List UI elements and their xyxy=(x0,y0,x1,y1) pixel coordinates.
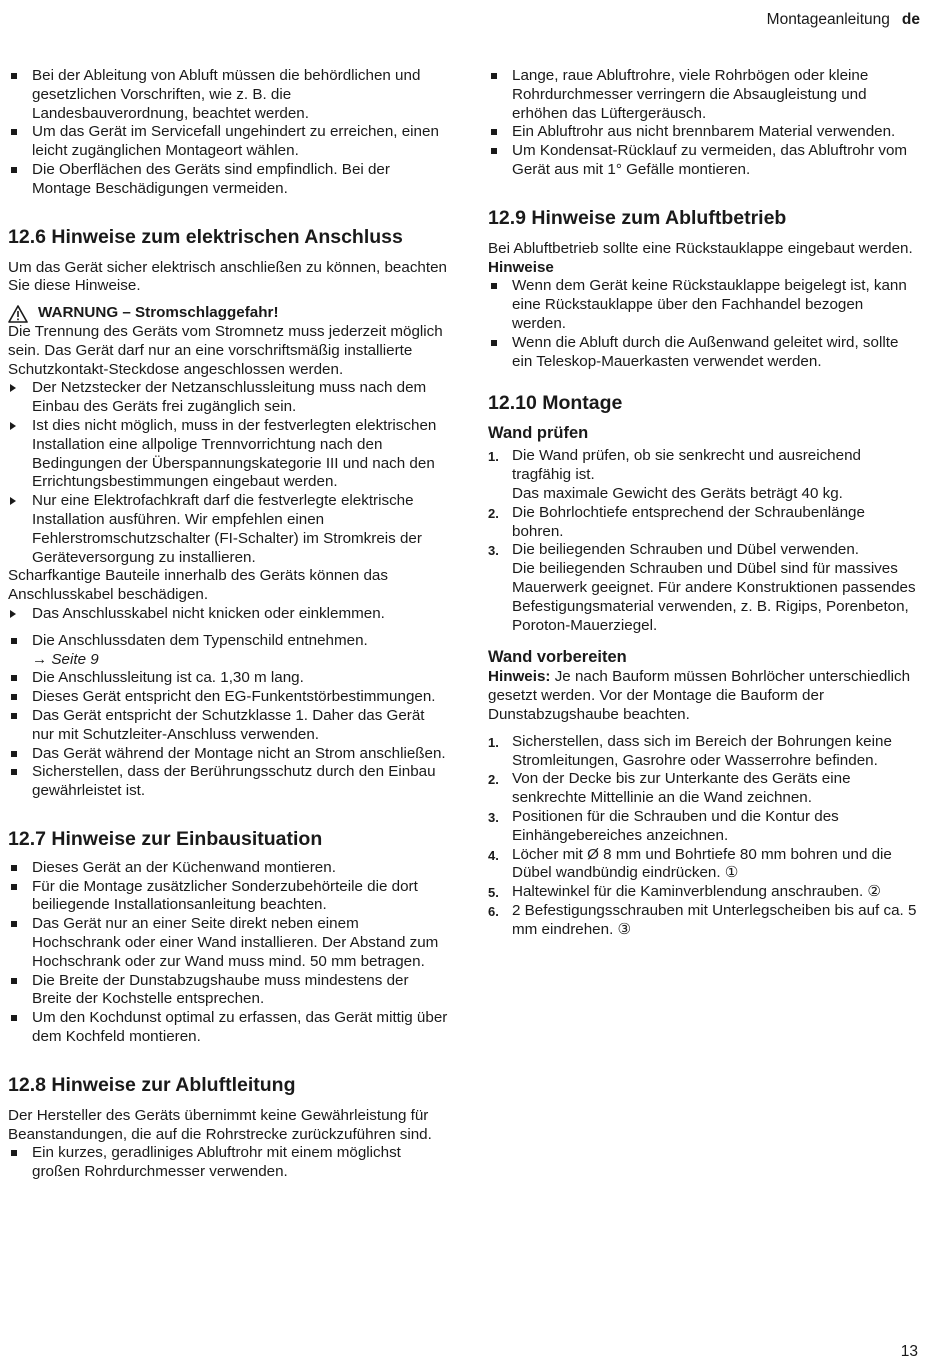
intro-bullet-list xyxy=(8,67,448,199)
step-text: Die Wand prüfen, ob sie senkrecht und ausreichend tragfähig ist. xyxy=(512,447,861,484)
list-item: Die Anschlussleitung ist ca. 1,30 m lang. xyxy=(8,669,448,688)
step-text: Löcher mit Ø 8 mm und Bohrtiefe 80 mm bohren und die Dübel wandbündig eindrücken. ① xyxy=(512,845,892,882)
list-item: Dieses Gerät an der Küchenwand montieren. xyxy=(8,859,448,878)
numbered-step xyxy=(488,883,920,902)
section-heading-12-6: 12.6 Hinweise zum elektrischen Anschluss xyxy=(8,225,403,248)
list-item xyxy=(8,632,448,670)
warning-text: Die Trennung des Geräts vom Stromnetz muss jederzeit möglich sein. Das Gerät darf nur an eine vorschriftsmäßig installierte Schutzkontakt-Steckdose angeschlossen werden. xyxy=(8,322,443,378)
header-title: Montageanleitung xyxy=(766,11,890,28)
warning-triangle-icon xyxy=(8,305,28,323)
list-item: Um das Gerät im Servicefall ungehindert zu erreichen, einen leicht zugänglichen Montageort wählen. xyxy=(8,123,448,161)
numbered-step xyxy=(488,447,920,503)
numbered-step xyxy=(488,504,920,542)
action-step: Der Netzstecker der Netzanschlussleitung muss nach dem Einbau des Geräts frei zugänglich sein. xyxy=(8,379,448,417)
numbered-step-list xyxy=(488,447,920,635)
left-column xyxy=(8,67,448,1182)
numbered-step xyxy=(488,541,920,635)
warning-box xyxy=(8,304,448,323)
section-heading-12-10: 12.10 Montage xyxy=(488,392,623,415)
numbered-step xyxy=(488,846,920,884)
action-step-list xyxy=(8,605,448,624)
numbered-step xyxy=(488,902,920,940)
section-heading-12-9: 12.9 Hinweise zum Abluftbetrieb xyxy=(488,206,787,229)
list-item: Wenn die Abluft durch die Außenwand geleitet wird, sollte ein Teleskop-Mauerkasten verwendet werden. xyxy=(488,334,920,372)
hint-paragraph xyxy=(488,668,920,724)
bullet-list xyxy=(8,859,448,1047)
warning-title: WARNUNG – Stromschlaggefahr! xyxy=(38,304,279,322)
subheading-wand-vorbereiten: Wand vorbereiten xyxy=(488,648,627,667)
step-number: 3. xyxy=(488,809,499,825)
paragraph: Der Hersteller des Geräts übernimmt keine Gewährleistung für Beanstandungen, die auf die Rohrstrecke zurückzuführen sind. xyxy=(8,1106,432,1143)
subheading-wand-pruefen: Wand prüfen xyxy=(488,424,589,443)
step-text: Sicherstellen, dass sich im Bereich der Bohrungen keine Stromleitungen, Gasrohre oder Wasserrohre befinden. xyxy=(512,732,892,769)
step-number: 1. xyxy=(488,734,499,750)
list-item: Die Breite der Dunstabzugshaube muss mindestens der Breite der Kochstelle entsprechen. xyxy=(8,972,448,1010)
list-item: Um Kondensat-Rücklauf zu vermeiden, das Abluftrohr vom Gerät aus mit 1° Gefälle montieren. xyxy=(488,142,920,180)
section-heading-12-8: 12.8 Hinweise zur Abluftleitung xyxy=(8,1073,296,1096)
list-item: Die Oberflächen des Geräts sind empfindlich. Bei der Montage Beschädigungen vermeiden. xyxy=(8,161,448,199)
bullet-list xyxy=(8,632,448,801)
step-text: Von der Decke bis zur Unterkante des Geräts eine senkrechte Mittellinie an die Wand zeichnen. xyxy=(512,770,851,807)
list-item: Ein kurzes, geradliniges Abluftrohr mit einem möglichst großen Rohrdurchmesser verwenden. xyxy=(8,1144,448,1182)
list-item: Bei der Ableitung von Abluft müssen die behördlichen und gesetzlichen Vorschriften, wie z. B. die Landesbauverordnung, beachtet werden. xyxy=(8,67,448,123)
step-result: Das maximale Gewicht des Geräts beträgt 40 kg. xyxy=(512,484,843,502)
list-item-text: Die Anschlussdaten dem Typenschild entnehmen. xyxy=(32,631,368,649)
step-number: 6. xyxy=(488,903,499,919)
list-item: Das Gerät während der Montage nicht an Strom anschließen. xyxy=(8,745,448,764)
hint-text: Je nach Bauform müssen Bohrlöcher unterschiedlich gesetzt werden. Vor der Montage die Bauform der Dunstabzugshaube beachten. xyxy=(488,668,911,723)
hint-label: Hinweis: xyxy=(488,668,551,686)
action-step: Ist dies nicht möglich, muss in der festverlegten elektrischen Installation eine allpolige Trennvorrichtung nach den Bedingungen der Überspannungskategorie III und nach den Errichtungsbestimmungen eingebaut werden. xyxy=(8,417,448,492)
step-text: Positionen für die Schrauben und die Kontur des Einhängebereiches anzeichnen. xyxy=(512,807,839,844)
page-number: 13 xyxy=(900,1343,918,1360)
list-item: Um den Kochdunst optimal zu erfassen, das Gerät mittig über dem Kochfeld montieren. xyxy=(8,1009,448,1047)
numbered-step xyxy=(488,770,920,808)
step-number: 5. xyxy=(488,885,499,901)
right-column xyxy=(488,67,920,939)
list-item: Ein Abluftrohr aus nicht brennbarem Material verwenden. xyxy=(488,123,920,142)
list-item: Für die Montage zusätzlicher Sonderzubehörteile die dort beiliegende Installationsanleitung beachten. xyxy=(8,878,448,916)
language-code: de xyxy=(901,11,920,28)
paragraph: Bei Abluftbetrieb sollte eine Rückstauklappe eingebaut werden. xyxy=(488,239,913,257)
step-text: 2 Befestigungsschrauben mit Unterlegscheiben bis auf ca. 5 mm eindrehen. ③ xyxy=(512,901,917,938)
action-step-list xyxy=(8,379,448,567)
bullet-list xyxy=(8,1144,448,1182)
list-item: Das Gerät entspricht der Schutzklasse 1. Daher das Gerät nur mit Schutzleiter-Anschluss verwenden. xyxy=(8,707,448,745)
list-item: Lange, raue Abluftrohre, viele Rohrbögen oder kleine Rohrdurchmesser verringern die Absaugleistung und erhöhen das Lüftergeräusch. xyxy=(488,67,920,123)
paragraph: Um das Gerät sicher elektrisch anschließen zu können, beachten Sie diese Hinweise. xyxy=(8,258,447,295)
step-text: Die beiliegenden Schrauben und Dübel verwenden. xyxy=(512,541,860,559)
step-number: 4. xyxy=(488,847,499,863)
hint-title: Hinweise xyxy=(488,258,554,276)
list-item: Dieses Gerät entspricht den EG-Funkentstörbestimmungen. xyxy=(8,688,448,707)
list-item: Wenn dem Gerät keine Rückstauklappe beigelegt ist, kann eine Rückstauklappe über den Fachhandel bezogen werden. xyxy=(488,277,920,333)
step-number: 1. xyxy=(488,449,499,465)
page-header xyxy=(767,11,920,29)
action-step: Nur eine Elektrofachkraft darf die festverlegte elektrische Installation ausführen. Wir empfehlen einen Fehlerstromschutzschalter (FI-Schalter) im Stromkreis der Geräteversorgung zu installieren. xyxy=(8,492,448,567)
intro-bullet-list xyxy=(488,67,920,180)
arrow-right-icon: → xyxy=(32,650,48,668)
paragraph: Scharfkantige Bauteile innerhalb des Geräts können das Anschlusskabel beschädigen. xyxy=(8,567,388,604)
page-reference-link[interactable]: Seite 9 xyxy=(51,650,99,668)
section-heading-12-7: 12.7 Hinweise zur Einbausituation xyxy=(8,827,323,850)
numbered-step xyxy=(488,733,920,771)
step-number: 3. xyxy=(488,543,499,559)
list-item: Sicherstellen, dass der Berührungsschutz durch den Einbau gewährleistet ist. xyxy=(8,763,448,801)
list-item: Das Gerät nur an einer Seite direkt neben einem Hochschrank oder einer Wand installieren. Der Abstand zum Hochschrank oder zur Wand muss mind. 50 mm betragen. xyxy=(8,915,448,971)
step-number: 2. xyxy=(488,505,499,521)
step-text: Haltewinkel für die Kaminverblendung anschrauben. ② xyxy=(512,883,882,901)
step-number: 2. xyxy=(488,772,499,788)
step-result: Die beiliegenden Schrauben und Dübel sind für massives Mauerwerk geeignet. Für andere Konstruktionen passendes Befestigungsmaterial verwenden, z. B. Rigips, Porenbeton, Poroton-Mauerziegel. xyxy=(512,560,916,634)
action-step: Das Anschlusskabel nicht knicken oder einklemmen. xyxy=(8,605,448,624)
numbered-step xyxy=(488,808,920,846)
step-text: Die Bohrlochtiefe entsprechend der Schraubenlänge bohren. xyxy=(512,503,865,540)
bullet-list xyxy=(488,277,920,371)
numbered-step-list xyxy=(488,733,920,940)
